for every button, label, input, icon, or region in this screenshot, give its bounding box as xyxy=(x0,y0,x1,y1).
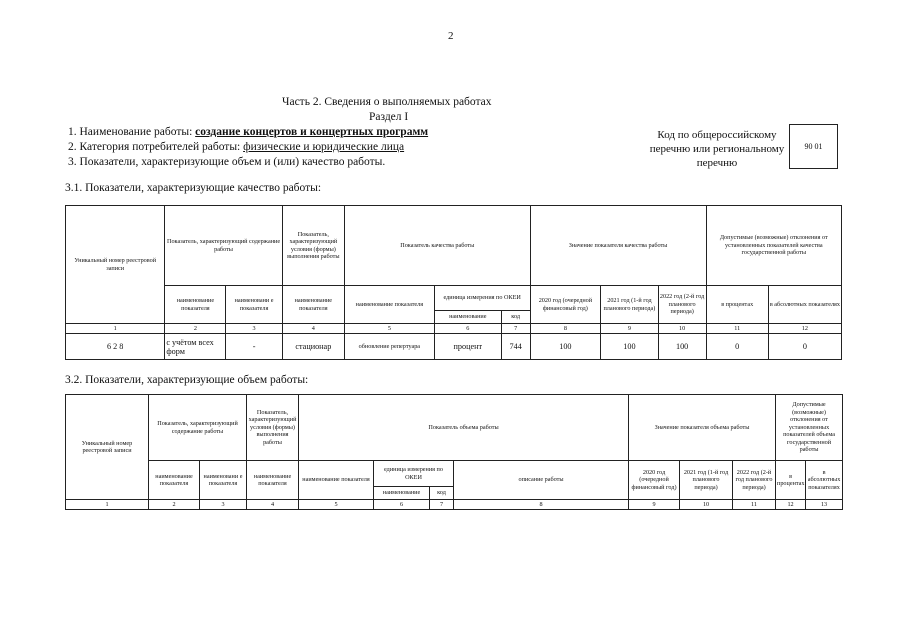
quality-heading: 3.1. Показатели, характеризующие качество работы: xyxy=(65,182,322,194)
cell-value-2022: 100 xyxy=(658,334,706,360)
column-number: 11 xyxy=(733,500,776,510)
column-number: 6 xyxy=(434,324,501,334)
part-title: Часть 2. Сведения о выполняемых работах xyxy=(282,96,492,108)
column-number: 12 xyxy=(776,500,806,510)
header-unique-number: Уникальный номер реестровой записи xyxy=(66,395,149,500)
subheader-unit: единица измерения по ОКЕИ xyxy=(374,461,454,487)
cell-content-2: - xyxy=(226,334,282,360)
work-name-label: 1. Наименование работы: xyxy=(68,126,193,138)
header-deviation: Допустимые (возможные) отклонения от установленных показателей объема государственной работы xyxy=(776,395,843,461)
subheader-description: описание работы xyxy=(454,461,629,500)
subheader-absolute: в абсолютных показателях xyxy=(806,461,843,500)
column-number: 7 xyxy=(430,500,454,510)
column-number: 3 xyxy=(200,500,247,510)
cell-unit-name: процент xyxy=(434,334,501,360)
subheader-year-2021: 2021 год (1-й год планового периода) xyxy=(680,461,733,500)
page-number: 2 xyxy=(448,30,454,42)
unit-name-header: наименование xyxy=(434,311,501,324)
cell-value-2020: 100 xyxy=(530,334,601,360)
cell-value-2021: 100 xyxy=(601,334,658,360)
consumer-category-label: 2. Категория потребителей работы: xyxy=(68,141,241,153)
unit-code-header: код xyxy=(430,487,454,500)
column-number: 5 xyxy=(299,500,374,510)
cell-indicator: обновление репертуара xyxy=(344,334,434,360)
column-number: 7 xyxy=(501,324,530,334)
column-number: 11 xyxy=(706,324,768,334)
subheader-name-4: наименование показателя xyxy=(299,461,374,500)
subheader-name-4: наименование показателя xyxy=(344,286,434,324)
column-number: 9 xyxy=(601,324,658,334)
work-name-line xyxy=(68,126,428,138)
cell-conditions: стационар xyxy=(282,334,344,360)
subheader-name-2: наименовани е показателя xyxy=(226,286,282,324)
subheader-name-1: наименование показателя xyxy=(165,286,226,324)
column-number: 5 xyxy=(344,324,434,334)
column-number: 8 xyxy=(530,324,601,334)
indicators-line: 3. Показатели, характеризующие объем и (или) качество работы. xyxy=(68,156,386,168)
column-number: 10 xyxy=(658,324,706,334)
subheader-year-2022: 2022 год (2-й год планового периода) xyxy=(658,286,706,324)
section-title: Раздел I xyxy=(369,111,409,123)
column-number: 13 xyxy=(806,500,843,510)
subheader-name-1: наименование показателя xyxy=(149,461,200,500)
cell-deviation-absolute: 0 xyxy=(768,334,841,360)
column-number: 8 xyxy=(454,500,629,510)
header-unique-number: Уникальный номер реестровой записи xyxy=(66,206,165,324)
code-box: 90 01 xyxy=(789,124,838,169)
header-deviation: Допустимые (возможные) отклонения от установленных показателей качества государственной работы xyxy=(706,206,841,286)
column-number: 6 xyxy=(374,500,430,510)
volume-heading: 3.2. Показатели, характеризующие объем работы: xyxy=(65,374,309,386)
header-conditions-indicator: Показатель, характеризующий условия (формы) выполнения работы xyxy=(247,395,299,461)
subheader-percent: в процентах xyxy=(776,461,806,500)
header-quality-indicator: Показатель качества работы xyxy=(344,206,530,286)
column-number: 9 xyxy=(629,500,680,510)
column-number: 3 xyxy=(226,324,282,334)
unit-code-header: код xyxy=(501,311,530,324)
column-number: 2 xyxy=(165,324,226,334)
work-name-value: создание концертов и концертных программ xyxy=(195,126,429,138)
column-number: 10 xyxy=(680,500,733,510)
column-number: 4 xyxy=(247,500,299,510)
header-conditions-indicator: Показатель, характеризующий условия (формы) выполнения работы xyxy=(282,206,344,286)
unit-name-header: наименование xyxy=(374,487,430,500)
header-volume-value: Значение показателя объема работы xyxy=(629,395,776,461)
header-content-indicator: Показатель, характеризующий содержание работы xyxy=(165,206,282,286)
header-content-indicator: Показатель, характеризующий содержание работы xyxy=(149,395,247,461)
subheader-name-2: наименовани е показателя xyxy=(200,461,247,500)
column-number: 4 xyxy=(282,324,344,334)
consumer-category-value: физические и юридические лица xyxy=(243,141,405,153)
subheader-unit: единица измерения по ОКЕИ xyxy=(434,286,530,311)
header-quality-value: Значение показателя качества работы xyxy=(530,206,706,286)
volume-table xyxy=(65,394,843,510)
column-number: 2 xyxy=(149,500,200,510)
cell-unique-number: 6 2 8 xyxy=(66,334,165,360)
consumer-category-line xyxy=(68,141,404,153)
cell-content: с учётом всех форм xyxy=(165,334,226,360)
subheader-percent: в процентах xyxy=(706,286,768,324)
column-number: 1 xyxy=(66,500,149,510)
table-row xyxy=(66,334,842,360)
cell-unit-code: 744 xyxy=(501,334,530,360)
column-number: 12 xyxy=(768,324,841,334)
cell-deviation-percent: 0 xyxy=(706,334,768,360)
subheader-year-2020: 2020 год (очередной финансовый год) xyxy=(530,286,601,324)
subheader-name-3: наименование показателя xyxy=(282,286,344,324)
code-label: Код по общероссийскому перечню или региональному перечню xyxy=(649,129,785,169)
subheader-absolute: в абсолютных показателях xyxy=(768,286,841,324)
quality-table xyxy=(65,205,842,360)
subheader-year-2020: 2020 год (очередной финансовый год) xyxy=(629,461,680,500)
column-number: 1 xyxy=(66,324,165,334)
subheader-year-2022: 2022 год (2-й год планового периода) xyxy=(733,461,776,500)
subheader-year-2021: 2021 год (1-й год планового периода) xyxy=(601,286,658,324)
header-volume-indicator: Показатель объема работы xyxy=(299,395,629,461)
subheader-name-3: наименование показателя xyxy=(247,461,299,500)
